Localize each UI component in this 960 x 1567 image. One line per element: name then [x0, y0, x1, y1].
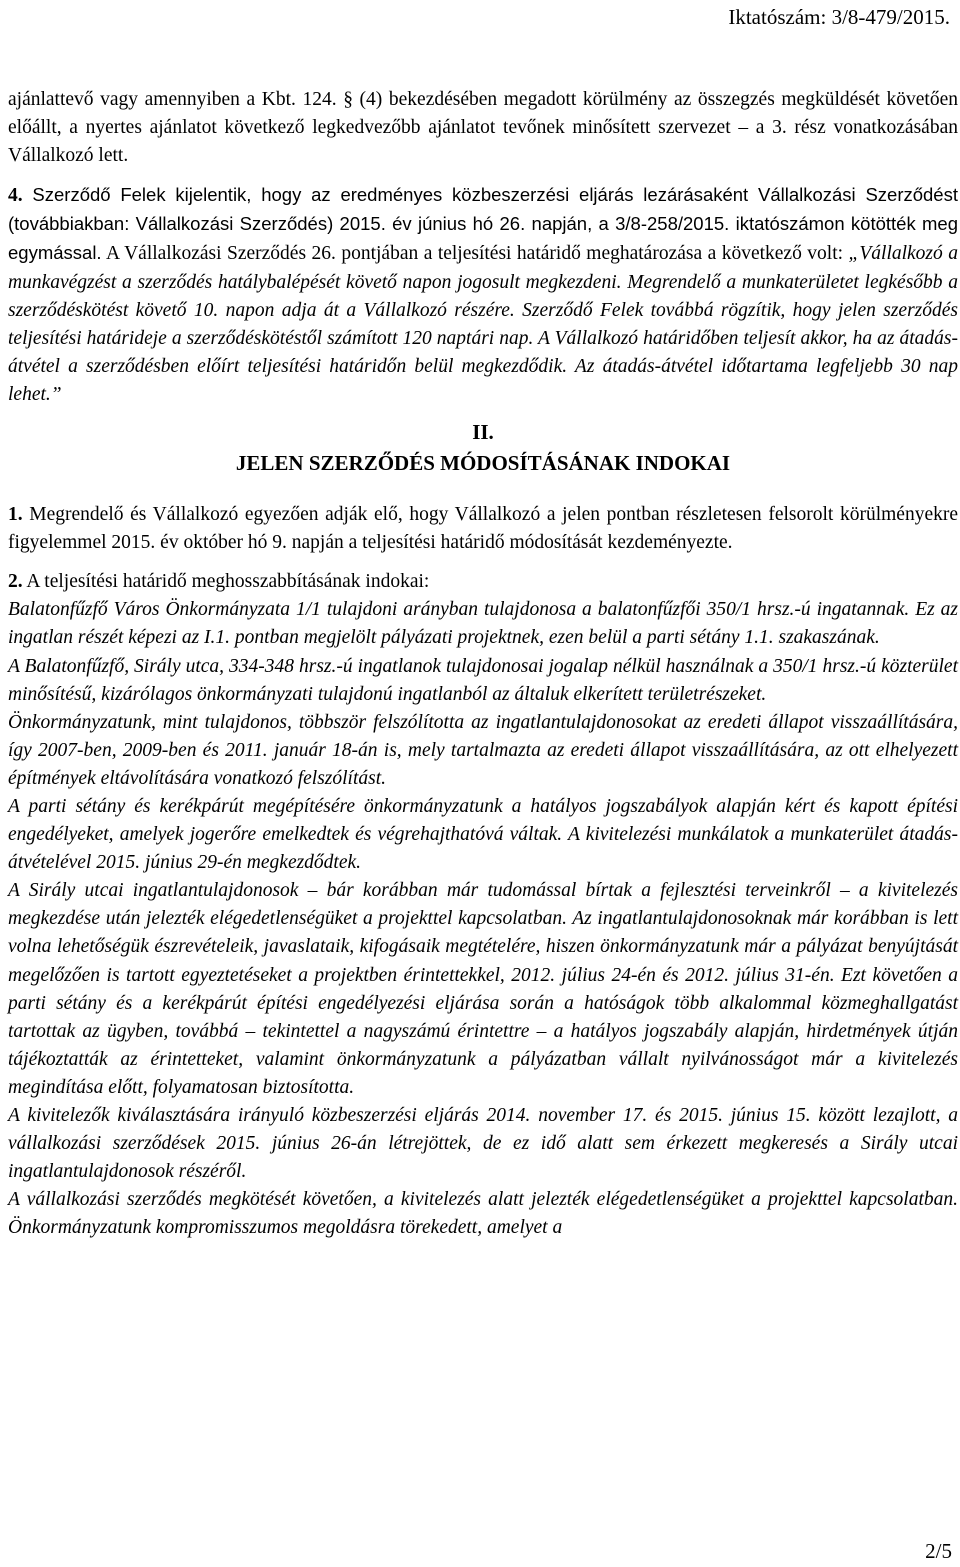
point-2-paragraph-2: A Balatonfűzfő, Sirály utca, 334-348 hrsz.-ú ingatlanok tulajdonosai jogalap nélkül használnak a 350/1 hrsz.-ú közterület minősítésű, kizárólagos önkormányzati tulajdonú ingatlanból az általuk elkerített területrészeket. — [8, 655, 958, 705]
point-2-paragraph-7: A vállalkozási szerződés megkötését követően, a kivitelezés alatt jelezték elégedetlenségüket a projekttel kapcsolatban. Önkormányzatunk kompromisszumos megoldásra törekedett, amelyet a — [8, 1189, 958, 1239]
point-2-paragraph-6: A kivitelezők kiválasztására irányuló közbeszerzési eljárás 2014. november 17. és 2015. június 15. között lezajlott, a vállalkozási szerződések 2015. június 26-án létrejöttek, de ez idő alatt sem érkezett megkeresés a Sirály utcai ingatlantulajdonosok részéről. — [8, 1105, 958, 1183]
spacer — [8, 170, 958, 181]
point-4-quote: „Vállalkozó a munkavégzést a szerződés hatálybalépését követő napon jogosult megkezdeni. Megrendelő a munkaterületet legkésőbb a szerződéskötést követő 10. napon adja át a Vállalkozó részére. Szerződő Felek továbbá rögzítik, hogy jelen szerződés teljesítési határideje a szerződéskötéstől számított 120 naptári nap. A Vállalkozó határidőben teljesít akkor, ha az átadás-átvétel a szerződésben előírt teljesítési határidőn belül megkezdődik. Az átadás-átvétel időtartama legfeljebb 30 nap lehet.” — [8, 243, 958, 405]
point-2-paragraph-5: A Sirály utcai ingatlantulajdonosok – bár korábban már tudomással bírtak a fejlesztési terveinkről – a kivitelezés megkezdése után jelezték elégedetlenségüket a projekttel kapcsolatban. Az ingatlantulajdonosoknak már korábban is lett volna lehetőségük észrevételeik, javaslataik, kifogásaik megtételére, hiszen önkormányzatunk már a pályázat benyújtását megelőzően is tartott egyeztetéseket a projektben érintettekkel, 2012. július 24-én és 2012. július 31-én. Ezt követően a parti sétány és a kerékpárút építési engedélyezési eljárása során a hatóságok több alkalommal közmeghallgatást tartottak az ügyben, továbbá – tekintettel a nagyszámú érintettre – a hatályos jogszabály alapján, hirdetmények útján tájékoztatták az érintetteket, valamint önkormányzatunk a pályázatban vállalt nyilvánosságot már a kivitelezés megindítása előtt, folyamatosan biztosította. — [8, 880, 958, 1098]
point-1-text: Megrendelő és Vállalkozó egyezően adják elő, hogy Vállalkozó a jelen pontban részletesen felsorolt körülményekre figyelemmel 2015. év október hó 9. napján a teljesítési határidő módosítását kezdeményezte. — [8, 504, 958, 554]
point-4-paragraph — [8, 181, 958, 409]
point-2-paragraph-3: Önkormányzatunk, mint tulajdonos, többször felszólította az ingatlantulajdonosokat az eredeti állapot visszaállítására, így 2007-ben, 2009-ben és 2011. január 18-án is, mely tartalmazta az eredeti állapot visszaállítására, az ott elhelyezett építmények eltávolítására vonatkozó felszólítást. — [8, 711, 958, 789]
point-2-number: 2. — [8, 571, 23, 593]
section-title: JELEN SZERZŐDÉS MÓDOSÍTÁSÁNAK INDOKAI — [235, 451, 731, 476]
spacer — [8, 479, 958, 501]
registration-number: Iktatószám: 3/8-479/2015. — [728, 5, 950, 29]
point-2-paragraph-1: Balatonfűzfő Város Önkormányzata 1/1 tulajdoni arányban tulajdonosa a balatonfűzfői 350/1 hrsz.-ú ingatannak. Ez az ingatlan részét képezi az I.1. pontban megjelölt pályázati projektnek, ezen belül a parti sétány 1.1. szakaszának. — [8, 599, 958, 649]
point-4-text-b: A Vállalkozási Szerződés 26. pontjában a teljesítési határidő meghatározása a következő volt: — [101, 243, 849, 265]
point-1-number: 1. — [8, 504, 23, 526]
point-2-heading-text: A teljesítési határidő meghosszabbításának indokai: — [22, 571, 430, 593]
point-4-number: 4. — [8, 185, 23, 207]
intro-paragraph: ajánlattevő vagy amennyiben a Kbt. 124. § (4) bekezdésében megadott körülmény az összegzés megküldését követően előállt, a nyertes ajánlatot következő legkedvezőbb ajánlatot tevőnek minősített szervezet – a 3. rész vonatkozásában Vállalkozó lett. — [8, 89, 958, 167]
point-2-paragraph-4: A parti sétány és kerékpárút megépítésére önkormányzatunk a hatályos jogszabályok alapján kért és kapott építési engedélyeket, amelyek jogerőre emelkedtek és végrehajthatóvá váltak. A kivitelezési munkálatok a munkaterület átadás-átvételével 2015. június 29-én megkezdődtek. — [8, 795, 958, 874]
spacer — [8, 557, 958, 568]
section-roman-numeral: II. — [472, 420, 494, 445]
document-body — [8, 86, 958, 1242]
point-2-heading — [8, 568, 958, 596]
point-1-paragraph — [8, 501, 958, 557]
page-number: 2/5 — [925, 1539, 952, 1563]
point-4-text-a: Szerződő Felek kijelentik, hogy az eredményes közbeszerzési eljárás lezárásaként Vállalkozási Szerződést (továbbiakban: Vállalkozási Szerződés) 2015. év június hó 26. napján, a 3/8-258/2015. iktatószámon kötötték meg egymással. — [8, 184, 958, 264]
